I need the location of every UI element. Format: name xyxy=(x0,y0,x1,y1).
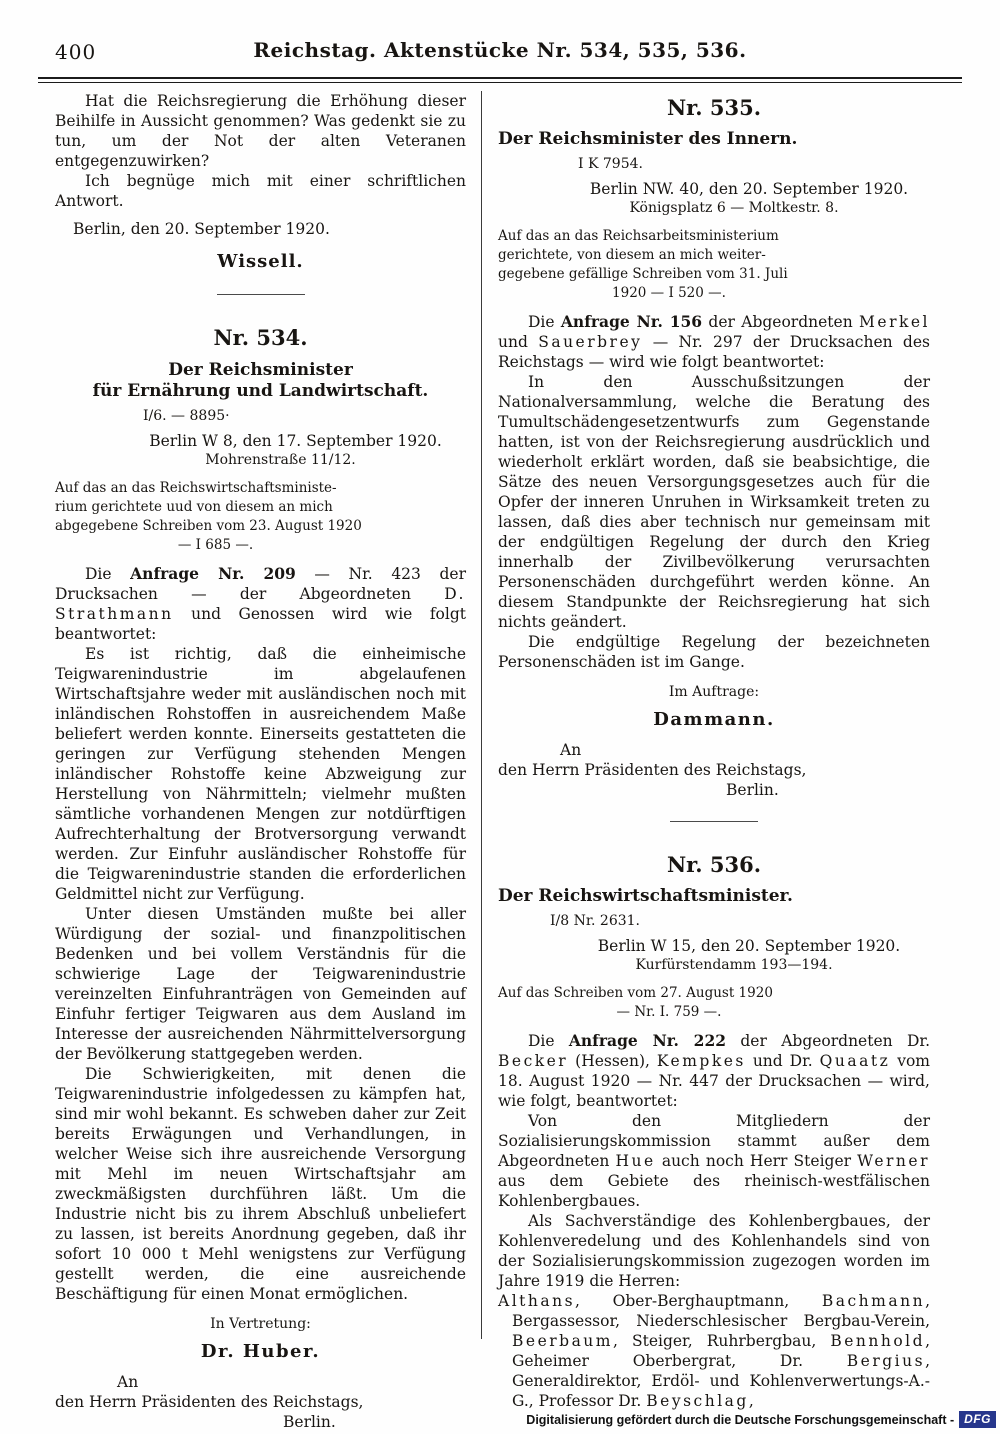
file-ref-534: I/6. — 8895· xyxy=(143,408,230,424)
in-vertretung-label: In Vertretung: xyxy=(210,1316,311,1332)
regarding-535-line3: gegebene gefällige Schreiben vom 31. Juli xyxy=(498,266,788,282)
dfg-logo: DFG xyxy=(959,1411,996,1428)
regarding-535-line1: Auf das an das Reichsarbeitsministerium xyxy=(498,228,779,244)
dateline-535: Berlin NW. 40, den 20. September 1920. xyxy=(589,180,909,198)
section-heading-536: Nr. 536. xyxy=(666,852,762,877)
regarding-note-536 xyxy=(498,984,930,1022)
minister-title-534-line2: für Ernährung und Landwirtschaft. xyxy=(92,381,429,401)
signature-huber: Dr. Huber. xyxy=(200,1341,321,1362)
right-column xyxy=(482,91,930,1434)
columns xyxy=(0,83,1000,1434)
paragraph-anfrage-156: Die Anfrage Nr. 156 der Abgeordneten Merkel und Sauerbrey — Nr. 297 der Drucksachen des Reichstags — wird wie folgt beantwortet: xyxy=(498,312,931,371)
regarding-535-ref: 1920 — I 520 —. xyxy=(612,285,726,301)
addressee-line-535: den Herrn Präsidenten des Reichstags, xyxy=(498,761,807,779)
answer-note-paragraph: Ich begnüge mich mit einer schriftlichen Antwort. xyxy=(55,172,466,210)
regarding-534-ref: — I 685 —. xyxy=(177,537,254,553)
digitization-credit-text: Digitalisierung gefördert durch die Deutsche Forschungsgemeinschaft - xyxy=(526,1412,955,1427)
regarding-534-line3: abgegebene Schreiben vom 23. August 1920 xyxy=(55,518,362,534)
addressee-city-535: Berlin. xyxy=(726,781,779,799)
minister-title-535: Der Reichsminister des Innern. xyxy=(498,129,798,149)
address-535: Königsplatz 6 — Moltkestr. 8. xyxy=(629,200,839,216)
digitization-credit xyxy=(526,1411,996,1428)
left-column xyxy=(55,91,481,1434)
address-536: Kurfürstendamm 193—194. xyxy=(635,957,833,973)
paragraph-teigwaren-2: Unter diesen Umständen mußte bei aller Würdigung der sozial- und finanzpolitischen Bedenken und bei vollem Verständnis für die schwierige Lage der Teigwarenindustrie vereinzelten Einfuhranträgen von Gemeinden auf Einfuhr fertiger Teigwaren aus dem Ausland im Interesse der ausreichenden Nährmittelversorgung der Bevölkerung stattgegeben werden. xyxy=(55,905,466,1063)
regarding-535-line2: gerichtete, von diesem an mich weiter- xyxy=(498,247,766,263)
signature-wissell: Wissell. xyxy=(217,251,304,272)
paragraph-tumultschaeden: In den Ausschußsitzungen der Nationalversammlung, welche die Beratung des Tumultschädengesetzentwurfs zum Gegenstande hatten, ist von der Reichsregierung ausdrücklich und wiederholt erklärt worden, daß sie beabsichtige, die Sätze des neuen Versorgungsgesetzes auch für die Opfer der inneren Unruhen in Wirksamkeit treten zu lassen, daß dies aber technisch nur gemeinsam mit der endgültigen Regelung der durch den Krieg innerhalb der Zivilbevölkerung verursachten Personenschäden durchgeführt werden könne. An diesem Standpunkte der Reichsregierung hat sich nichts geändert. xyxy=(498,373,930,631)
section-separator-rule xyxy=(217,294,305,295)
file-ref-535: I K 7954. xyxy=(578,156,643,172)
dateline-534: Berlin W 8, den 17. September 1920. xyxy=(149,432,442,450)
paragraph-anfrage-222: Die Anfrage Nr. 222 der Abgeordneten Dr. Becker (Hessen), Kempkes und Dr. Quaatz vom 18. August 1920 — Nr. 447 der Drucksachen — wird, wie folgt, beantwortet: xyxy=(498,1031,931,1110)
regarding-534-line2: rium gerichtete uud von diesem an mich xyxy=(55,499,333,515)
question-paragraph: Hat die Reichsregierung die Erhöhung dieser Beihilfe in Aussicht genommen? Was gedenkt sie zu tun, um der Not der alten Veteranen entgegenzuwirken? xyxy=(55,92,466,170)
page-header xyxy=(0,0,1000,72)
paragraph-sozialisierungskommission: Von den Mitgliedern der Sozialisierungskommission stammt außer dem Abgeordneten Hue auch noch Herr Steiger Werner aus dem Gebiete des rheinisch-westfälischen Kohlenbergbaues. xyxy=(498,1112,930,1210)
addressee-line-534: den Herrn Präsidenten des Reichstags, xyxy=(55,1393,364,1411)
section-heading-534: Nr. 534. xyxy=(213,325,308,350)
paragraph-anfrage-209: Die Anfrage Nr. 209 — Nr. 423 der Drucksachen — der Abgeordneten D. Strathmann und Genossen wird wie folgt beantwortet: xyxy=(55,564,466,643)
im-auftrage-label: Im Auftrage: xyxy=(668,684,760,700)
regarding-536-line1: Auf das Schreiben vom 27. August 1920 xyxy=(498,985,773,1001)
section-heading-535: Nr. 535. xyxy=(666,95,762,120)
page-number: 400 xyxy=(55,40,97,64)
paragraph-teigwaren-3: Die Schwierigkeiten, mit denen die Teigwarenindustrie infolgedessen zu kämpfen hat, sind mir wohl bekannt. Es schweben daher zur Zeit bereits Erwägungen und Verhandlungen, in welcher Weise sich ihre ausreichende Versorgung mit Mehl im neuen Wirtschaftsjahr am zweckmäßigsten durchführen läßt. Um die Industrie nicht bis zu ihrem Abschluß unbeliefert zu lassen, ist bereits Anordnung gegeben, daß ihr sofort 10 000 t Mehl wenigstens zur Verfügung gestellt werden, die eine ausreichende Beschäftigung für einen Monat ermöglichen. xyxy=(55,1065,466,1303)
minister-title-534 xyxy=(55,360,466,402)
paragraph-experts-list: Althans, Ober-Berghauptmann, Bachmann, Bergassessor, Niederschlesischer Bergbau-Verein, Beerbaum, Steiger, Ruhrbergbau, Bennhold, Geheimer Oberbergrat, Dr. Bergius, Generaldirektor, Erdöl- und Kohlenverwertungs-A.-G., Professor Dr. Beyschlag, xyxy=(498,1292,930,1410)
dateline-536: Berlin W 15, den 20. September 1920. xyxy=(597,937,901,955)
minister-title-536: Der Reichswirtschaftsminister. xyxy=(498,886,793,906)
signature-dammann: Dammann. xyxy=(653,709,775,730)
paragraph-teigwaren-1: Es ist richtig, daß die einheimische Teigwarenindustrie im abgelaufenen Wirtschaftsjahre weder mit ausländischen noch mit inländischen Rohstoffen in ausreichendem Maße beliefert werden konnte. Einerseits gestatteten die geringen zur Verfügung stehenden Mengen inländischer Rohstoffe keine Abzweigung zur Herstellung von Nährmitteln; vielmehr mußten sämtliche vorhandenen Mengen zur notdürftigen Aufrechterhaltung der Brotversorgung verwandt werden. Zur Einfuhr ausländischer Rohstoffe für die Teigwarenindustrie standen die erforderlichen Geldmittel nicht zur Verfügung. xyxy=(55,645,466,903)
paragraph-endgueltige-regelung: Die endgültige Regelung der bezeichneten Personenschäden ist im Gange. xyxy=(498,633,930,671)
paragraph-sachverstaendige: Als Sachverständige des Kohlenbergbaues, der Kohlenveredelung und des Kohlenhandels sind von der Sozialisierungskommission zugezogen worden im Jahre 1919 die Herren: xyxy=(498,1212,930,1290)
regarding-note-534 xyxy=(55,479,466,555)
header-title: Reichstag. Aktenstücke Nr. 534, 535, 536. xyxy=(253,38,747,62)
address-534: Mohrenstraße 11/12. xyxy=(205,452,356,468)
minister-title-534-line1: Der Reichsminister xyxy=(168,360,353,380)
dateline-wissell: Berlin, den 20. September 1920. xyxy=(73,220,330,238)
addressee-an-534: An xyxy=(117,1373,139,1391)
regarding-534-line1: Auf das an das Reichswirtschaftsministe- xyxy=(55,480,337,496)
regarding-note-535 xyxy=(498,227,930,303)
addressee-an-535: An xyxy=(560,741,582,759)
section-separator-rule-3 xyxy=(670,821,758,822)
regarding-536-ref: — Nr. I. 759 —. xyxy=(616,1004,722,1020)
file-ref-536: I/8 Nr. 2631. xyxy=(550,913,640,929)
addressee-city-534: Berlin. xyxy=(283,1413,336,1431)
